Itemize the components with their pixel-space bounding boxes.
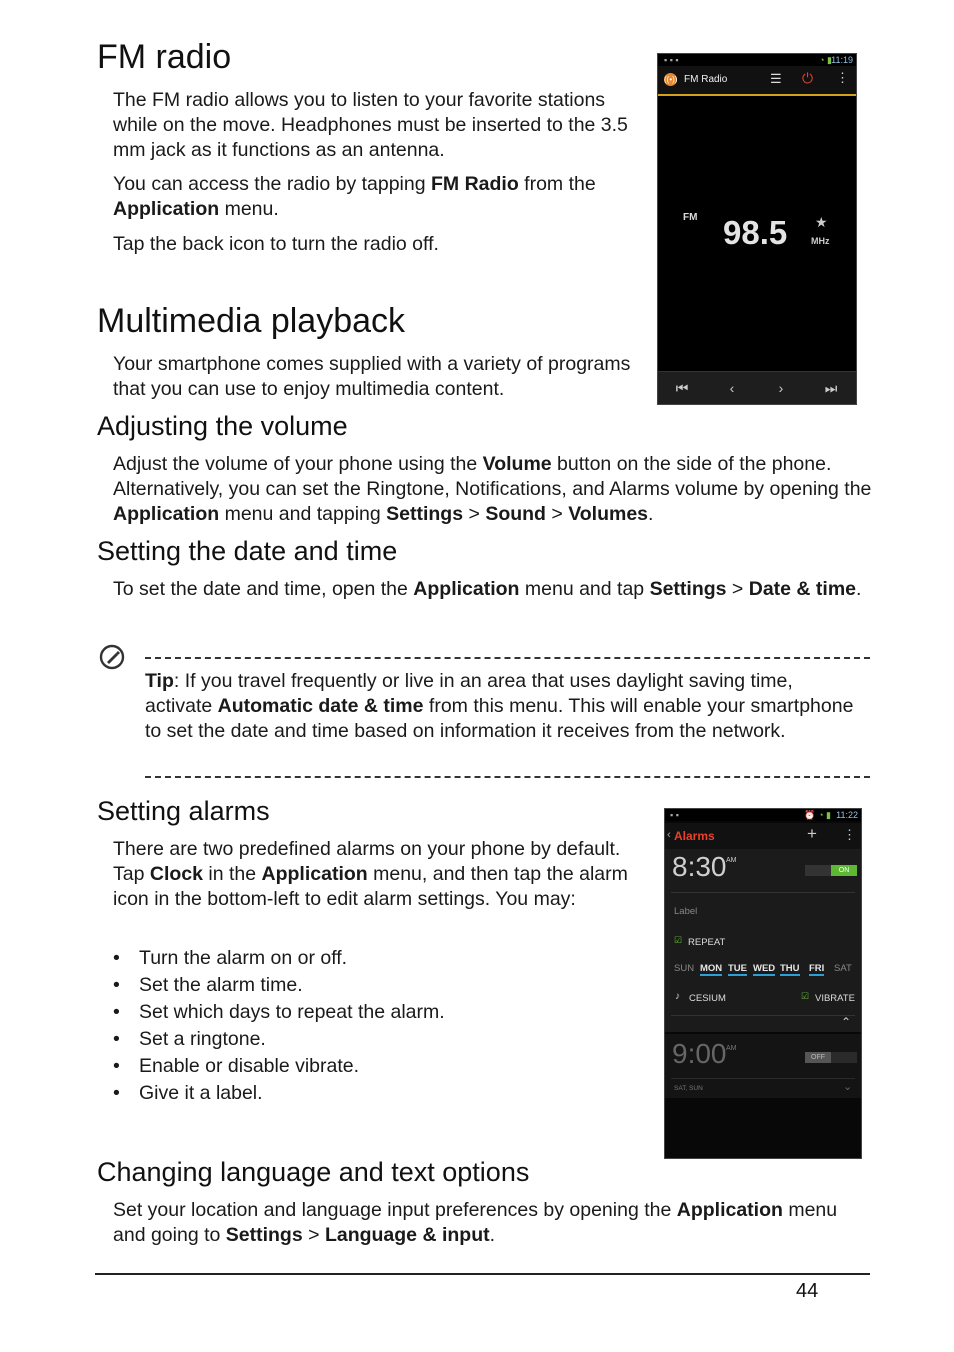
volume-heading: Adjusting the volume [97, 411, 348, 441]
alarm-label-field[interactable]: Label [674, 906, 698, 917]
ringtone-note-icon: ♪ [675, 991, 680, 1002]
ringtone-name[interactable]: CESIUM [689, 993, 726, 1004]
language-heading: Changing language and text options [97, 1157, 530, 1187]
skip-back-icon[interactable]: ⏮ [675, 380, 689, 396]
alarm-1-ampm: AM [726, 857, 737, 864]
divider [671, 1015, 855, 1016]
alarm-1-toggle[interactable] [805, 865, 857, 876]
fm-navigation-bar [658, 371, 856, 404]
list-item: • Give it a label. [113, 1080, 613, 1107]
divider [671, 1078, 855, 1079]
list-item: • Turn the alarm on or off. [113, 945, 613, 972]
fm-radio-screenshot [657, 53, 857, 405]
vibrate-checkbox-icon[interactable]: ☑ [801, 991, 810, 1001]
seek-back-icon[interactable]: ‹ [729, 380, 735, 396]
alarm-1-expanded[interactable] [665, 849, 861, 1032]
status-bar [665, 809, 861, 821]
datetime-heading: Setting the date and time [97, 536, 398, 566]
fm-intro-paragraph: The FM radio allows you to listen to your favorite stations while on the move. Headphones must be inserted to the 3.5 mm jack as it functions as an antenna. [113, 89, 628, 161]
toggle-on-label: ON [831, 865, 857, 876]
overflow-menu-icon[interactable]: ⋮ [843, 827, 856, 842]
tip-paragraph: Tip: If you travel frequently or live in an area that uses daylight saving time, activate Automatic date & time from this menu. This will enable your smartphone to set the date and time based on information it receives from the network. [145, 670, 854, 742]
day-tue[interactable]: TUE [728, 963, 747, 974]
day-sat[interactable]: SAT [834, 963, 852, 974]
alarm-options-list [113, 945, 613, 1107]
vibrate-label: VIBRATE [815, 993, 855, 1004]
alarms-action-bar [665, 823, 861, 849]
day-wed[interactable]: WED [753, 963, 776, 974]
overflow-menu-icon[interactable]: ⋮ [836, 70, 849, 85]
skip-forward-icon[interactable]: ⏭ [824, 380, 838, 396]
list-item: • Set which days to repeat the alarm. [113, 999, 613, 1026]
back-chevron-icon[interactable]: ‹ [667, 829, 671, 841]
alarm-1-time[interactable]: 8:30 [672, 851, 727, 882]
alarms-paragraph: There are two predefined alarms on your phone by default. Tap Clock in the Application menu, and then tap the alarm icon in the bottom-left to edit alarm settings. You may: [113, 838, 628, 910]
day-sun[interactable]: SUN [674, 963, 695, 974]
app-title: FM Radio [684, 74, 728, 85]
multimedia-heading: Multimedia playback [97, 302, 406, 340]
list-item: • Set the alarm time. [113, 972, 613, 999]
fm-action-bar [658, 66, 856, 96]
volume-paragraph: Adjust the volume of your phone using the Volume button on the side of the phone. Alternatively, you can set the Ringtone, Notifications, and Alarms volume by opening the Application menu and tapping Settings > Sound > Volumes. [113, 453, 872, 525]
signal-icon: ◔ ▮ [819, 55, 832, 65]
status-bar [658, 54, 856, 66]
tip-top-divider [145, 657, 870, 659]
footer-rule [95, 1273, 870, 1275]
repeat-label: REPEAT [688, 937, 726, 948]
list-item: • Enable or disable vibrate. [113, 1053, 613, 1080]
fm-access-paragraph: You can access the radio by tapping FM Radio from the Application menu. [113, 173, 596, 220]
alarms-heading: Setting alarms [97, 796, 270, 826]
power-icon[interactable]: ⏻ [802, 70, 814, 86]
expand-chevron-icon[interactable]: ⌄ [843, 1081, 853, 1093]
seek-forward-icon[interactable]: › [778, 380, 784, 396]
day-thu[interactable]: THU [780, 963, 800, 974]
datetime-paragraph: To set the date and time, open the Application menu and tap Settings > Date & time. [113, 578, 862, 600]
frequency-display: 98.5 [723, 214, 788, 251]
multimedia-paragraph: Your smartphone comes supplied with a variety of programs that you can use to enjoy multimedia content. [113, 353, 631, 400]
status-time: 11:22 [836, 810, 858, 820]
tip-bottom-divider [145, 776, 870, 778]
page-number: 44 [796, 1280, 819, 1302]
alarms-screenshot [664, 808, 862, 1159]
station-list-icon[interactable]: ☰ [770, 71, 782, 86]
language-paragraph: Set your location and language input preferences by opening the Application menu and going to Settings > Language & input. [113, 1199, 838, 1246]
frequency-unit: MHz [811, 236, 830, 246]
alarm-2-ampm: AM [726, 1045, 737, 1052]
alarm-2-days: SAT, SUN [674, 1085, 703, 1092]
band-label: FM [683, 212, 698, 223]
alarm-2-row[interactable] [665, 1034, 861, 1098]
day-fri[interactable]: FRI [809, 963, 825, 974]
collapse-chevron-icon[interactable]: ⌃ [841, 1015, 852, 1029]
status-time: 11:19 [831, 55, 853, 65]
day-mon[interactable]: MON [700, 963, 723, 974]
notification-icons: ▪ ▪ ▪ [664, 55, 679, 65]
radio-app-icon: ((•)) [664, 75, 678, 84]
alarm-2-time[interactable]: 9:00 [672, 1038, 727, 1069]
divider [671, 892, 855, 893]
fm-radio-heading: FM radio [97, 38, 232, 76]
alarm-2-toggle[interactable] [805, 1052, 857, 1063]
favorite-star-icon[interactable]: ★ [815, 214, 828, 230]
alarms-title: Alarms [674, 829, 715, 843]
fm-back-paragraph: Tap the back icon to turn the radio off. [113, 233, 439, 255]
repeat-checkbox-icon[interactable]: ☑ [674, 935, 683, 945]
toggle-off-label: OFF [805, 1052, 831, 1063]
add-alarm-icon[interactable]: + [807, 824, 817, 843]
notification-icons: ▪ ▪ [670, 810, 679, 820]
list-item: • Set a ringtone. [113, 1026, 613, 1053]
tip-icon [99, 644, 125, 670]
signal-icon: ⏰ ◔ ▮ [804, 810, 831, 820]
